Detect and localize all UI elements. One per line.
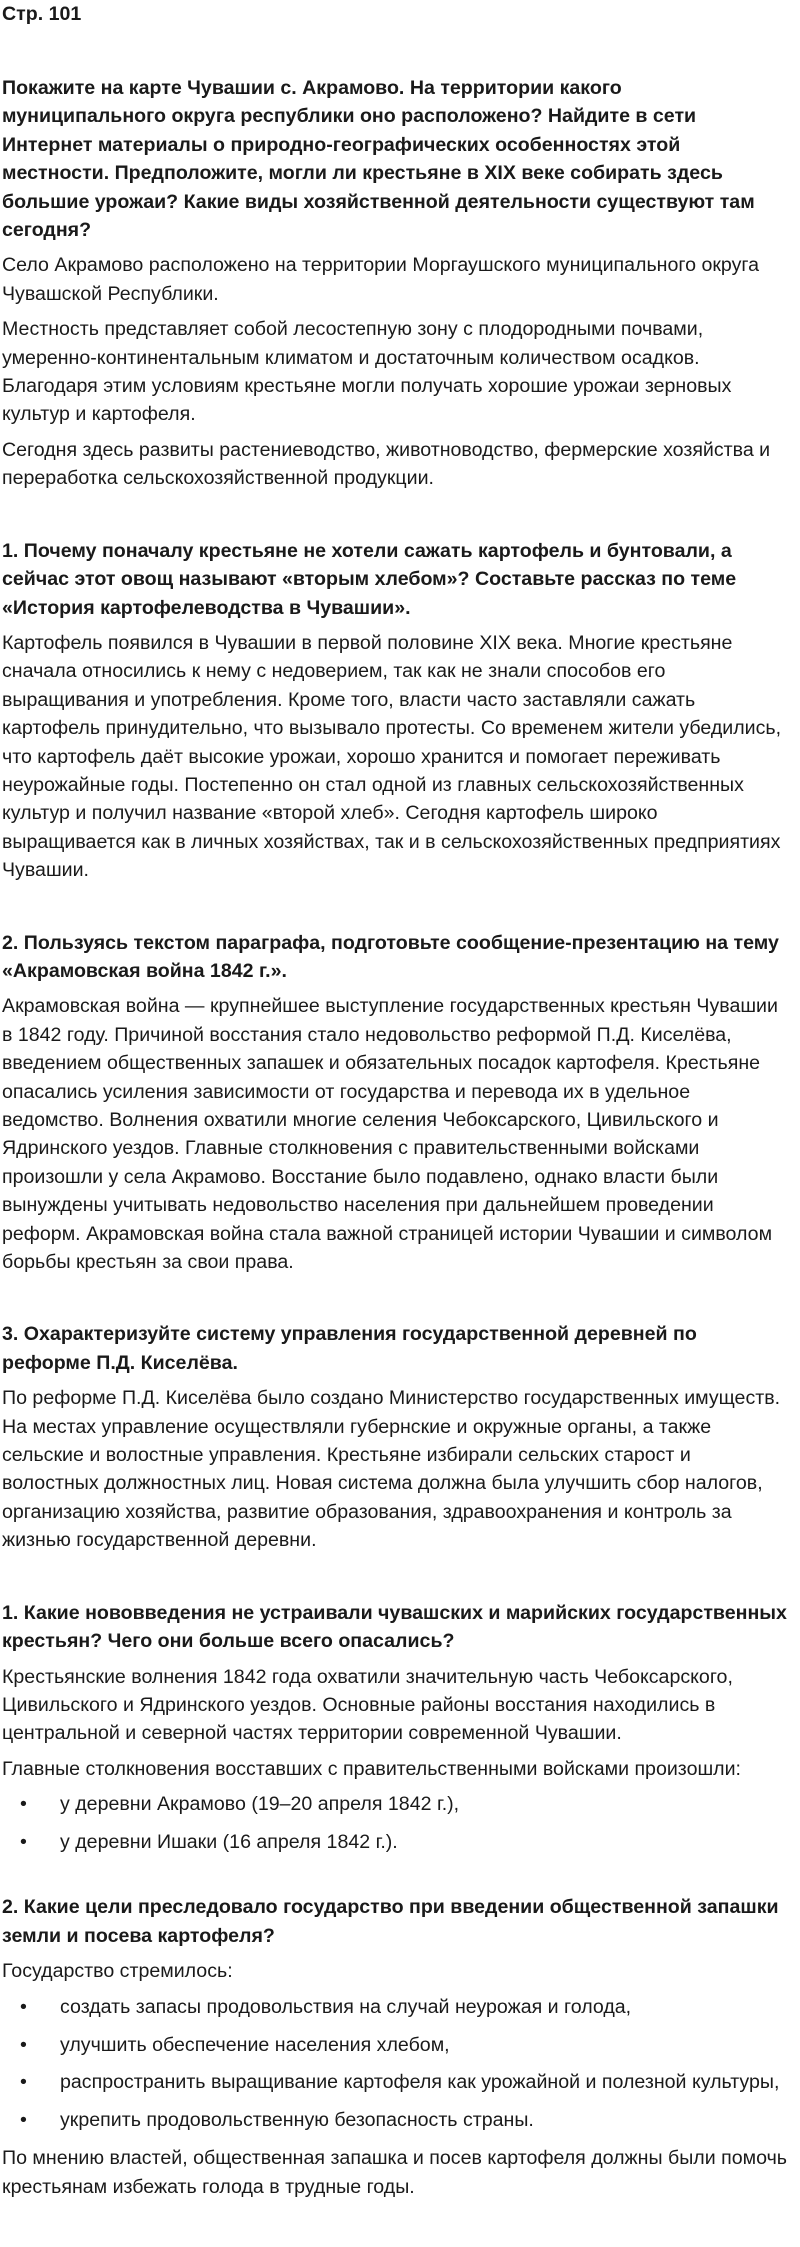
qa-section [2,1320,788,1554]
list-item [2,2031,788,2059]
qa-section [2,537,788,885]
bullet-icon: • [20,1995,27,2018]
list-item-text: улучшить обеспечение населения хлебом, [60,2033,450,2056]
list-item [2,2068,788,2096]
answer-paragraph: Государство стремилось: [2,1960,233,1983]
bullet-icon: • [20,2033,27,2056]
page-number: Стр. 101 [2,3,82,25]
qa-section [2,929,788,1277]
answer-paragraph: Сегодня здесь развиты растениеводство, животноводство, фермерские хозяйства и переработка сельскохозяйственной продукции. [2,438,771,490]
question-heading: 3. Охарактеризуйте систему управления государственной деревней по реформе П.Д. Киселёва. [2,1323,697,1374]
bullet-list [2,1790,788,1856]
list-item-text: распространить выращивание картофеля как урожайной и полезной культуры, [60,2071,780,2094]
bullet-icon: • [20,2109,27,2132]
list-item [2,2106,788,2134]
answer-paragraph: Картофель появился в Чувашии в первой половине XIX века. Многие крестьяне сначала относились к нему с недоверием, так как не знали способов его выращивания и употребления. Кроме того, власти часто заставляли сажать картофель принудительно, что вызывало протесты. Со временем жители убедились, что картофель даёт высокие урожаи, хорошо хранится и помогает переживать неурожайные годы. Постепенно он стал одной из главных сельскохозяйственных культур и получил название «второй хлеб». Сегодня картофель широко выращивается как в личных хозяйствах, так и в сельскохозяйственных предприятиях Чувашии. [2,631,782,882]
answer-paragraph: Главные столкновения восставших с правительственными войсками произошли: [2,1757,742,1780]
answer-paragraph: По мнению властей, общественная запашка и посев картофеля должны были помочь крестьянам избежать голода в трудные годы. [2,2147,787,2198]
bullet-icon: • [20,2071,27,2094]
question-heading: 2. Какие цели преследовало государство при введении общественной запашки земли и посева картофеля? [2,1896,779,1947]
answer-paragraph: Акрамовская война — крупнейшее выступление государственных крестьян Чувашии в 1842 году. Причиной восстания стало недовольство реформой П.Д. Киселёва, введением общественных запашек и обязательных посадок картофеля. Крестьяне опасались усиления зависимости от государства и перевода их в удельное ведомство. Волнения охватили многие селения Чебоксарского, Цивильского и Ядринского уездов. Главные столкновения с правительственными войсками произошли у села Акрамово. Восстание было подавлено, однако власти были вынуждены учитывать недовольство населения при дальнейшем проведении реформ. Акрамовская война стала важной страницей истории Чувашии и символом борьбы крестьян за свои права. [2,995,778,1274]
list-item-text: создать запасы продовольствия на случай неурожая и голода, [60,1995,632,2018]
list-item [2,1828,788,1856]
list-item-text: укрепить продовольственную безопасность страны. [60,2109,534,2132]
qa-section [2,1893,788,2201]
list-item [2,1790,788,1818]
bullet-list [2,1993,788,2135]
list-item [2,1993,788,2021]
answer-paragraph: Село Акрамово расположено на территории Моргаушского муниципального округа Чувашской Республики. [2,254,760,305]
qa-section [2,1599,788,1857]
list-item-text: у деревни Ишаки (16 апреля 1842 г.). [60,1831,398,1854]
question-heading: 1. Почему поначалу крестьяне не хотели сажать картофель и бунтовали, а сейчас этот овощ называют «вторым хлебом»? Составьте рассказ по теме «История картофелеводства в Чувашии». [2,539,737,619]
question-heading: 2. Пользуясь текстом параграфа, подготовьте сообщение-презентацию на тему «Акрамовская война 1842 г.». [2,931,779,982]
question-heading: 1. Какие нововведения не устраивали чувашских и марийских государственных крестьян? Чего они больше всего опасались? [2,1601,787,1653]
answer-paragraph: По реформе П.Д. Киселёва было создано Министерство государственных имуществ. На местах управление осуществляли губернские и окружные органы, а также сельские и волостные управления. Крестьяне избирали сельских старост и волостных должностных лиц. Новая система должна была улучшить сбор налогов, организацию хозяйства, развитие образования, здравоохранения и контроль за жизнью государственной деревни. [2,1387,781,1552]
qa-section [2,74,788,493]
answer-paragraph: Местность представляет собой лесостепную зону с плодородными почвами, умеренно-континентальным климатом и достаточным количеством осадков. Благодаря этим условиям крестьяне могли получать хорошие урожаи зерновых культур и картофеля. [2,318,732,426]
bullet-icon: • [20,1793,27,1816]
question-heading: Покажите на карте Чувашии с. Акрамово. На территории какого муниципального округа республики оно расположено? Найдите в сети Интернет материалы о природно-географических особенностях этой местности. Предположите, могли ли крестьяне в XIX веке собирать здесь большие урожаи? Какие виды хозяйственной деятельности существуют там сегодня? [2,77,755,242]
list-item-text: у деревни Акрамово (19–20 апреля 1842 г.), [60,1793,460,1816]
answer-paragraph: Крестьянские волнения 1842 года охватили значительную часть Чебоксарского, Цивильского и Ядринского уездов. Основные районы восстания находились в центральной и северной частях территории современной Чувашии. [2,1665,733,1745]
bullet-icon: • [20,1831,27,1854]
